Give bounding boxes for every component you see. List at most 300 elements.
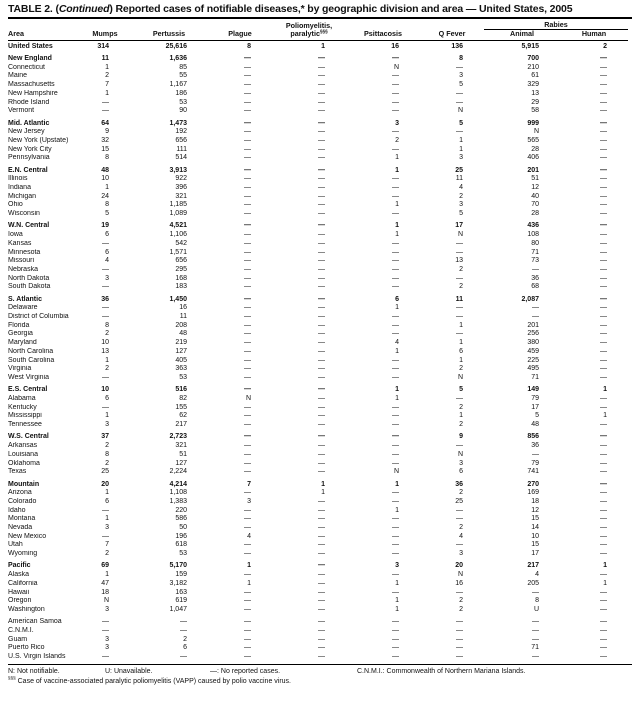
value-cell: 3 xyxy=(459,550,463,558)
value-cell: — xyxy=(102,653,109,661)
value-cell: — xyxy=(392,515,399,523)
area-cell: Iowa xyxy=(8,231,23,239)
value-cell: 3 xyxy=(395,562,399,570)
value-cell: — xyxy=(600,231,608,239)
value-cell: — xyxy=(392,626,399,634)
value-cell: — xyxy=(600,330,608,338)
value-cell: — xyxy=(318,321,325,329)
value-cell: — xyxy=(244,365,251,373)
value-cell: — xyxy=(318,373,325,381)
value-cell: 11 xyxy=(455,295,463,303)
value-cell: 10 xyxy=(101,386,109,394)
value-cell: — xyxy=(244,373,251,381)
value-cell: 6 xyxy=(105,248,109,256)
table-row xyxy=(8,348,628,357)
value-cell: — xyxy=(102,304,109,312)
value-cell: — xyxy=(318,154,325,162)
value-cell: — xyxy=(600,107,608,115)
value-cell: 196 xyxy=(175,532,187,540)
value-cell: — xyxy=(392,184,399,192)
table-row xyxy=(8,146,628,155)
value-cell: — xyxy=(532,653,539,661)
value-cell: — xyxy=(244,257,251,265)
value-cell: — xyxy=(392,571,399,579)
value-cell: N xyxy=(457,450,463,458)
value-cell: N xyxy=(457,231,463,239)
value-cell: 13 xyxy=(101,347,109,355)
value-cell: — xyxy=(318,72,325,80)
value-cell: — xyxy=(600,154,608,162)
value-cell: 1 xyxy=(105,412,109,420)
value-cell: — xyxy=(318,356,325,364)
value-cell: 17 xyxy=(531,550,539,558)
value-cell: — xyxy=(600,515,608,523)
value-cell: 2 xyxy=(459,403,463,411)
value-cell: 3 xyxy=(459,154,463,162)
value-cell: — xyxy=(392,550,399,558)
value-cell: 3 xyxy=(459,201,463,209)
footnote-vapp xyxy=(8,677,632,687)
value-cell: — xyxy=(456,274,463,282)
value-cell: 201 xyxy=(527,321,539,329)
value-cell: — xyxy=(244,313,251,321)
value-cell: — xyxy=(244,644,251,652)
value-cell: 2 xyxy=(459,265,463,273)
area-cell: North Carolina xyxy=(8,347,54,355)
value-cell: — xyxy=(456,541,463,549)
table-row xyxy=(8,137,628,146)
value-cell: — xyxy=(318,579,325,587)
value-cell: 3,913 xyxy=(169,166,187,174)
value-cell: 3 xyxy=(105,421,109,429)
value-cell: — xyxy=(456,128,463,136)
value-cell: — xyxy=(102,532,109,540)
table-row xyxy=(8,163,628,175)
value-cell: 48 xyxy=(101,166,109,174)
polio-paralytic-label: paralytic xyxy=(290,29,320,38)
value-cell: — xyxy=(456,304,463,312)
value-cell: 1 xyxy=(459,145,463,153)
table-row xyxy=(8,636,628,645)
value-cell: 4 xyxy=(395,339,399,347)
value-cell: — xyxy=(392,145,399,153)
value-cell: — xyxy=(244,166,251,174)
value-cell: — xyxy=(244,81,251,89)
value-cell: 11 xyxy=(455,175,463,183)
area-cell: Wyoming xyxy=(8,550,38,558)
value-cell: 192 xyxy=(175,128,187,136)
value-cell: — xyxy=(318,597,325,605)
value-cell: — xyxy=(244,136,251,144)
value-cell: 47 xyxy=(101,579,109,587)
value-cell: — xyxy=(244,618,251,626)
value-cell: — xyxy=(532,626,539,634)
value-cell: 10 xyxy=(101,175,109,183)
value-cell: 6 xyxy=(459,468,463,476)
value-cell: — xyxy=(392,541,399,549)
area-cell: Virginia xyxy=(8,365,32,373)
value-cell: 51 xyxy=(179,450,187,458)
value-cell: — xyxy=(244,63,251,71)
table-row xyxy=(8,421,628,430)
value-cell: — xyxy=(244,489,251,497)
table-row xyxy=(8,313,628,322)
value-cell: 25 xyxy=(455,166,463,174)
value-cell: — xyxy=(392,442,399,450)
value-cell: 1,106 xyxy=(169,231,187,239)
value-cell: 16 xyxy=(179,304,187,312)
value-cell: — xyxy=(600,403,608,411)
table-row xyxy=(8,128,628,137)
value-cell: N xyxy=(245,394,251,402)
value-cell: — xyxy=(392,175,399,183)
value-cell: — xyxy=(244,321,251,329)
area-cell: Vermont xyxy=(8,107,35,115)
value-cell: — xyxy=(600,597,608,605)
value-cell: — xyxy=(318,403,325,411)
value-cell: — xyxy=(600,356,608,364)
value-cell: — xyxy=(318,63,325,71)
value-cell: 1 xyxy=(603,386,608,394)
value-cell: N xyxy=(457,373,463,381)
value-cell: 3 xyxy=(105,274,109,282)
polio-footnote-marker: §§§ xyxy=(319,28,328,34)
value-cell: 1 xyxy=(395,480,399,488)
value-cell: 205 xyxy=(527,579,539,587)
value-cell: 6 xyxy=(395,295,399,303)
value-cell: — xyxy=(600,166,608,174)
value-cell: 13 xyxy=(531,89,539,97)
value-cell: — xyxy=(600,571,608,579)
table-title-continued: Continued xyxy=(58,3,110,15)
value-cell: 1,473 xyxy=(169,119,187,127)
value-cell: 256 xyxy=(527,330,539,338)
value-cell: — xyxy=(532,635,539,643)
value-cell: — xyxy=(600,313,608,321)
value-cell: 2 xyxy=(459,489,463,497)
value-cell: — xyxy=(392,433,399,441)
area-cell: E.S. Central xyxy=(8,386,48,394)
value-cell: 219 xyxy=(175,339,187,347)
value-cell: — xyxy=(244,98,251,106)
value-cell: — xyxy=(244,72,251,80)
value-cell: 11 xyxy=(101,55,109,62)
value-cell: 8 xyxy=(535,597,539,605)
value-cell: — xyxy=(318,468,325,476)
value-cell: — xyxy=(244,239,251,247)
value-cell: — xyxy=(392,128,399,136)
value-cell: — xyxy=(456,618,463,626)
value-cell: — xyxy=(600,201,608,209)
value-cell: — xyxy=(600,283,608,291)
value-cell: — xyxy=(600,365,608,373)
col-header-plague: Plague xyxy=(208,30,272,41)
value-cell: — xyxy=(456,248,463,256)
value-cell: 1 xyxy=(395,506,399,514)
value-cell: — xyxy=(392,89,399,97)
value-cell: 12 xyxy=(531,506,539,514)
value-cell: — xyxy=(456,63,463,71)
value-cell: 28 xyxy=(531,145,539,153)
value-cell: 1,108 xyxy=(169,489,187,497)
value-cell: 183 xyxy=(175,283,187,291)
value-cell: 1 xyxy=(395,304,399,312)
value-cell: — xyxy=(318,128,325,136)
value-cell: N xyxy=(393,468,399,476)
value-cell: — xyxy=(318,239,325,247)
value-cell: — xyxy=(318,283,325,291)
value-cell: 48 xyxy=(179,330,187,338)
value-cell: — xyxy=(532,618,539,626)
value-cell: 2,087 xyxy=(521,295,539,303)
table-row xyxy=(8,653,628,662)
value-cell: 186 xyxy=(175,89,187,97)
value-cell: 28 xyxy=(531,210,539,218)
value-cell: 85 xyxy=(179,63,187,71)
value-cell: 321 xyxy=(175,442,187,450)
area-cell: American Samoa xyxy=(8,618,62,626)
value-cell: 3 xyxy=(105,644,109,652)
table-row xyxy=(8,451,628,460)
value-cell: — xyxy=(318,394,325,402)
value-cell: — xyxy=(318,506,325,514)
value-cell: 295 xyxy=(175,265,187,273)
value-cell: — xyxy=(180,626,187,634)
value-cell: — xyxy=(392,532,399,540)
area-cell: Hawaii xyxy=(8,588,30,596)
value-cell: 25 xyxy=(455,497,463,505)
value-cell: 495 xyxy=(527,365,539,373)
table-row xyxy=(8,374,628,383)
value-cell: 6 xyxy=(459,347,463,355)
area-cell: Washington xyxy=(8,605,45,613)
value-cell: — xyxy=(392,313,399,321)
value-cell: 6 xyxy=(105,394,109,402)
table-row xyxy=(8,154,628,163)
value-cell: — xyxy=(318,605,325,613)
area-cell: Massachusetts xyxy=(8,81,55,89)
table-row xyxy=(8,257,628,266)
value-cell: 5 xyxy=(459,210,463,218)
value-cell: 459 xyxy=(527,347,539,355)
area-cell: West Virginia xyxy=(8,373,49,381)
table-row xyxy=(8,339,628,348)
value-cell: 1 xyxy=(395,201,399,209)
value-cell: — xyxy=(102,107,109,115)
value-cell: 1,636 xyxy=(169,55,187,62)
table-row xyxy=(8,81,628,90)
table-row xyxy=(8,644,628,653)
table-body xyxy=(8,40,628,662)
area-cell: Tennessee xyxy=(8,421,42,429)
value-cell: 514 xyxy=(175,154,187,162)
value-cell: — xyxy=(600,192,608,200)
value-cell: — xyxy=(318,265,325,273)
value-cell: — xyxy=(244,635,251,643)
table-row xyxy=(8,292,628,304)
value-cell: 25 xyxy=(101,468,109,476)
value-cell: 363 xyxy=(175,365,187,373)
value-cell: 1 xyxy=(395,386,399,394)
value-cell: 73 xyxy=(531,257,539,265)
value-cell: — xyxy=(244,107,251,115)
value-cell: 5 xyxy=(535,412,539,420)
value-cell: — xyxy=(244,433,251,441)
value-cell: — xyxy=(600,304,608,312)
value-cell: — xyxy=(392,450,399,458)
value-cell: 380 xyxy=(527,339,539,347)
value-cell: 3 xyxy=(459,459,463,467)
area-cell: District of Columbia xyxy=(8,313,69,321)
value-cell: — xyxy=(456,330,463,338)
value-cell: — xyxy=(318,222,325,230)
notifiable-diseases-table xyxy=(8,20,628,662)
table-row xyxy=(8,210,628,219)
value-cell: 127 xyxy=(175,459,187,467)
footnote-not-notifiable: N: Not notifiable. xyxy=(8,668,60,676)
value-cell: — xyxy=(456,506,463,514)
value-cell: 36 xyxy=(531,442,539,450)
value-cell: — xyxy=(532,588,539,596)
value-cell: — xyxy=(244,295,251,303)
area-cell: South Carolina xyxy=(8,356,55,364)
area-cell: Puerto Rico xyxy=(8,644,45,652)
value-cell: 16 xyxy=(391,42,399,50)
value-cell: — xyxy=(318,184,325,192)
area-cell: New York (Upstate) xyxy=(8,136,69,144)
value-cell: 270 xyxy=(527,480,539,488)
value-cell: 163 xyxy=(175,588,187,596)
area-cell: W.S. Central xyxy=(8,433,49,441)
area-cell: Florida xyxy=(8,321,30,329)
value-cell: — xyxy=(318,635,325,643)
value-cell: — xyxy=(600,339,608,347)
value-cell: — xyxy=(244,626,251,634)
value-cell: 8 xyxy=(105,154,109,162)
value-cell: 6 xyxy=(183,644,187,652)
table-row xyxy=(8,64,628,73)
value-cell: — xyxy=(244,154,251,162)
table-row xyxy=(8,442,628,451)
value-cell: 1 xyxy=(395,394,399,402)
value-cell: 11 xyxy=(179,313,187,321)
value-cell: — xyxy=(244,468,251,476)
col-header-rabies: Rabies xyxy=(484,20,628,30)
value-cell: 15 xyxy=(531,541,539,549)
value-cell: — xyxy=(318,98,325,106)
value-cell: 1 xyxy=(247,579,251,587)
table-header xyxy=(8,20,628,40)
value-cell: 32 xyxy=(101,136,109,144)
value-cell: — xyxy=(532,450,539,458)
table-row xyxy=(8,219,628,231)
value-cell: 210 xyxy=(527,63,539,71)
table-row xyxy=(8,571,628,580)
value-cell: 149 xyxy=(527,386,539,394)
value-cell: — xyxy=(600,653,608,661)
value-cell: 5 xyxy=(459,119,463,127)
table-row xyxy=(8,507,628,516)
value-cell: 1 xyxy=(105,89,109,97)
value-cell: — xyxy=(532,313,539,321)
value-cell: — xyxy=(600,257,608,265)
value-cell: 1 xyxy=(395,605,399,613)
footnote-no-reported-cases: —: No reported cases. xyxy=(210,668,281,676)
value-cell: — xyxy=(102,506,109,514)
table-row xyxy=(8,597,628,606)
value-cell: — xyxy=(600,394,608,402)
value-cell: 36 xyxy=(101,295,109,303)
value-cell: 1 xyxy=(395,231,399,239)
area-cell: United States xyxy=(8,42,53,50)
value-cell: 2 xyxy=(105,330,109,338)
value-cell: 5 xyxy=(459,386,463,394)
value-cell: 586 xyxy=(175,515,187,523)
value-cell: 1 xyxy=(603,412,608,420)
table-row xyxy=(8,184,628,193)
value-cell: 1 xyxy=(459,136,463,144)
area-cell: S. Atlantic xyxy=(8,295,42,303)
value-cell: — xyxy=(244,421,251,429)
col-header-poliomyelitis-top: Poliomyelitis, xyxy=(285,20,333,30)
value-cell: 111 xyxy=(176,145,187,153)
value-cell: 2 xyxy=(459,192,463,200)
value-cell: — xyxy=(392,356,399,364)
value-cell: 3 xyxy=(105,524,109,532)
area-cell: Colorado xyxy=(8,497,37,505)
value-cell: — xyxy=(318,210,325,218)
value-cell: — xyxy=(456,588,463,596)
value-cell: — xyxy=(600,373,608,381)
table-row xyxy=(8,322,628,331)
value-cell: 4 xyxy=(247,532,251,540)
value-cell: — xyxy=(102,618,109,626)
area-cell: Oregon xyxy=(8,597,32,605)
value-cell: — xyxy=(600,210,608,218)
value-cell: — xyxy=(456,626,463,634)
table-row xyxy=(8,589,628,598)
value-cell: 53 xyxy=(179,98,187,106)
value-cell: 3 xyxy=(395,119,399,127)
value-cell: 1 xyxy=(395,597,399,605)
col-header-rabies-human: Human xyxy=(560,30,628,41)
area-cell: Utah xyxy=(8,541,23,549)
value-cell: 70 xyxy=(531,201,539,209)
table-row xyxy=(8,266,628,275)
area-cell: Oklahoma xyxy=(8,459,40,467)
table-row xyxy=(8,383,628,395)
value-cell: 321 xyxy=(175,192,187,200)
table-row xyxy=(8,524,628,533)
value-cell: 18 xyxy=(531,497,539,505)
area-cell: W.N. Central xyxy=(8,222,50,230)
value-cell: — xyxy=(392,257,399,265)
value-cell: — xyxy=(244,283,251,291)
value-cell: — xyxy=(318,89,325,97)
value-cell: 17 xyxy=(455,222,463,230)
value-cell: — xyxy=(600,421,608,429)
value-cell: 168 xyxy=(175,274,187,282)
value-cell: 20 xyxy=(101,480,109,488)
value-cell: — xyxy=(318,421,325,429)
value-cell: — xyxy=(318,386,325,394)
value-cell: — xyxy=(244,403,251,411)
value-cell: 53 xyxy=(179,373,187,381)
value-cell: N xyxy=(457,571,463,579)
value-cell: — xyxy=(600,119,608,127)
value-cell: — xyxy=(318,175,325,183)
value-cell: — xyxy=(600,295,608,303)
